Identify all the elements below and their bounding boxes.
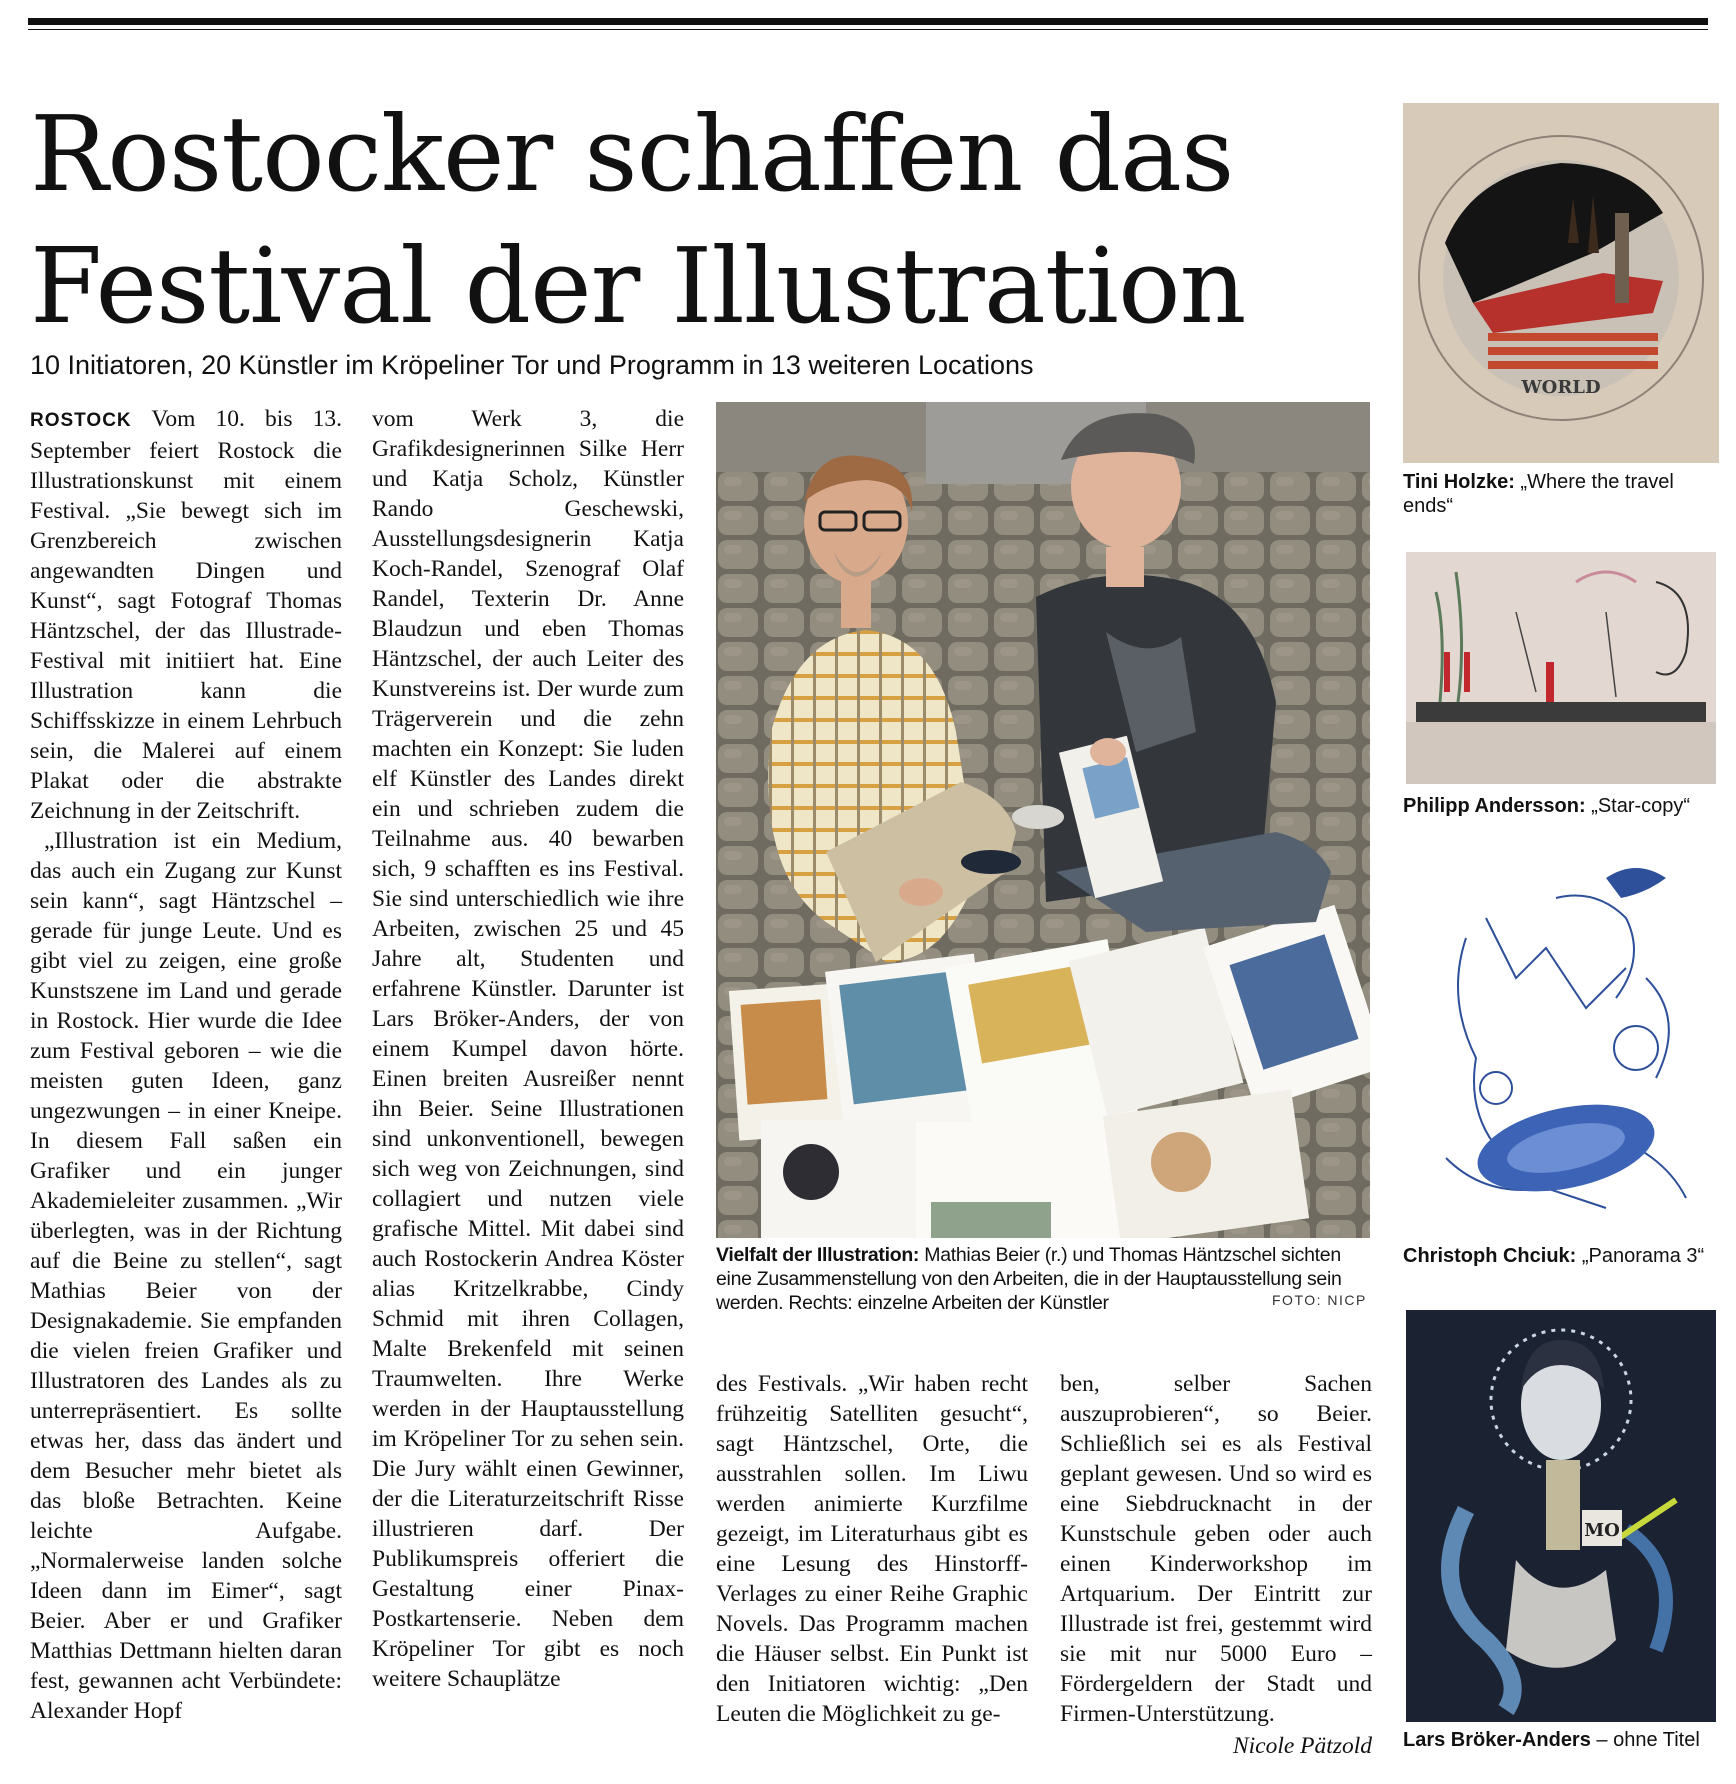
paragraph-1-text: Vom 10. bis 13. September feiert Rostock die Illustrationskunst mit einem Festival. „Sie bewegt sich im Grenzbereich zwischen angewandten Dingen und Kunst“, sagt Fotograf Thomas Häntzschel, der das Illustrade-Festival mit initiiert hat. Eine Illustration kann die Schiffsskizze in einem Lehrbuch sein, die Malerei auf einem Plakat oder die abstrakte Zeichnung in der Zeitschrift. <box>30 406 342 824</box>
artwork-2-title: „Star-copy“ <box>1585 795 1691 817</box>
top-rule <box>28 18 1708 25</box>
artwork-1-artist: Tini Holzke: <box>1403 471 1515 493</box>
column-2 <box>372 404 684 1694</box>
artwork-4-image <box>1406 1310 1716 1722</box>
column-2-text: vom Werk 3, die Grafikdesignerinnen Silke Herr und Katja Scholz, Künstler Rando Geschewski, Ausstellungsdesignerin Katja Koch-Randel, Szenograf Olaf Randel, Texterin Dr. Anne Blaudzun und eben Thomas Häntzschel, der auch Leiter des Kunstvereins ist. Der wurde zum Trägerverein und die zehn machten ein Konzept: Sie luden elf Künstler des Landes direkt ein und schrieben zudem die Teilnahme aus. 40 bewarben sich, 9 schafften es ins Festival. Sie sind unterschiedlich wie ihre Arbeiten, zwischen 25 und 45 Jahre alt, Studenten und erfahrene Künstler. Darunter ist Lars Bröker-Anders, der von einem Kumpel davon hörte. Einen breiten Ausreißer nennt ihn Beier. Seine Illustrationen sind unkonventionell, bewegen sich weg von Zeichnungen, sind collagiert und nutzen viele grafische Mittel. Mit dabei sind auch Rostockerin Andrea Köster alias Kritzelkrabbe, Cindy Schmid mit ihren Collagen, Malte Brekenfeld mit seinen Traumwelten. Ihre Werke werden in der Hauptausstellung im Kröpeliner Tor zu sehen sein. Die Jury wählt einen Gewinner, der die Literaturzeitschrift Risse illustrieren darf. Der Publikumspreis offeriert die Gestaltung einer Pinax-Postkartenserie. Neben dem Kröpeliner Tor gibt es noch weitere Schauplätze <box>372 406 684 1692</box>
photo-credit: FOTO: NICP <box>1272 1292 1367 1308</box>
artwork-3 <box>1406 858 1716 1240</box>
photo-illustration <box>716 402 1370 1238</box>
artwork-3-caption <box>1403 1244 1723 1268</box>
headline: Rostocker schaffen das Festival der Illustration <box>30 93 1246 347</box>
artwork-1-image <box>1403 103 1719 463</box>
dateline: ROSTOCK <box>30 410 132 431</box>
artwork-4-title: – ohne Titel <box>1590 1729 1700 1751</box>
artwork-3-title: „Panorama 3“ <box>1576 1245 1705 1267</box>
column-4 <box>1060 1369 1372 1761</box>
artwork-3-image <box>1406 858 1716 1240</box>
artwork-1 <box>1403 103 1719 463</box>
artwork-2-image <box>1406 552 1716 784</box>
artwork-4-word: MO <box>1584 1520 1620 1541</box>
artwork-1-title: „Where the travel ends“ <box>1403 471 1674 517</box>
artwork-1-caption <box>1403 470 1723 518</box>
paragraph-2: „Illustration ist ein Medium, das auch ein Zugang zur Kunst sein kann“, sagt Häntzschel – gerade für junge Leute. Und es gibt viel zu zeigen, eine große Kunstszene im Land und gerade in Rostock. Hier wurde die Idee zum Festival geboren – wie die meisten guten Ideen, ganz ungezwungen – in einer Kneipe. In diesem Fall saßen ein Grafiker und ein junger Akademieleiter zusammen. „Wir überlegten, was in der Richtung auf die Beine zu stellen“, sagt Mathias Beier von der Designakademie. Sie empfanden die vielen freien Grafiker und Illustratoren des Landes als zu unterrepräsentiert. Es sollte etwas her, dass das ändert und dem Besucher mehr bietet als das bloße Betrachten. Keine leichte Aufgabe. „Normalerweise landen solche Ideen dann im Eimer“, sagt Beier. Aber er und Grafiker Matthias Dettmann hielten daran fest, gewannen acht Verbündete: Alexander Hopf <box>30 828 342 1724</box>
artwork-3-artist: Christoph Chciuk: <box>1403 1245 1577 1267</box>
artwork-2-caption <box>1403 794 1723 818</box>
paragraph-1 <box>30 404 342 826</box>
column-3-text: des Festivals. „Wir haben recht frühzeitig Satelliten gesucht“, sagt Häntzschel, Orte, die ausstrahlen sollen. Im Liwu werden animierte Kurzfilme gezeigt, im Literaturhaus gibt es eine Lesung des Hinstorff-Verlages zu einer Reihe Graphic Novels. Das Programm machen die Häuser selbst. Ein Punkt ist den Initiatoren wichtig: „Den Leuten die Möglichkeit zu ge- <box>716 1371 1028 1727</box>
column-3 <box>716 1369 1028 1729</box>
subheadline: 10 Initiatoren, 20 Künstler im Kröpeliner Tor und Programm in 13 weiteren Locations <box>30 350 1034 380</box>
artwork-2-artist: Philipp Andersson: <box>1403 795 1586 817</box>
artwork-2 <box>1406 552 1716 784</box>
top-rule-thin <box>28 29 1708 30</box>
author-byline: Nicole Pätzold <box>1232 1733 1372 1759</box>
artwork-4-artist: Lars Bröker-Anders <box>1403 1729 1591 1751</box>
column-1 <box>30 404 342 1726</box>
main-photo <box>716 402 1370 1238</box>
artwork-4 <box>1406 1310 1716 1722</box>
caption-lead: Vielfalt der Illustration: <box>716 1244 920 1266</box>
artwork-4-caption <box>1403 1728 1723 1752</box>
artwork-1-word: WORLD <box>1521 377 1601 398</box>
caption-text: Mathias Beier (r.) und Thomas Häntzschel sichten eine Zusammenstellung von den Arbeiten, die in der Hauptausstellung sein werden. Rechts: einzelne Arbeiten der Künstler <box>716 1244 1342 1314</box>
column-4-text: ben, selber Sachen auszuprobieren“, so Beier. Schließlich sei es als Festival geplant gewesen. Und so wird es eine Siebdrucknacht in der Kunstschule geben oder auch einen Kinderworkshop im Artquarium. Der Eintritt zur Illustrade ist frei, gestemmt wird sie mit nur 5000 Euro – Fördergeldern der Stadt und Firmen-Unterstützung. <box>1060 1371 1372 1727</box>
